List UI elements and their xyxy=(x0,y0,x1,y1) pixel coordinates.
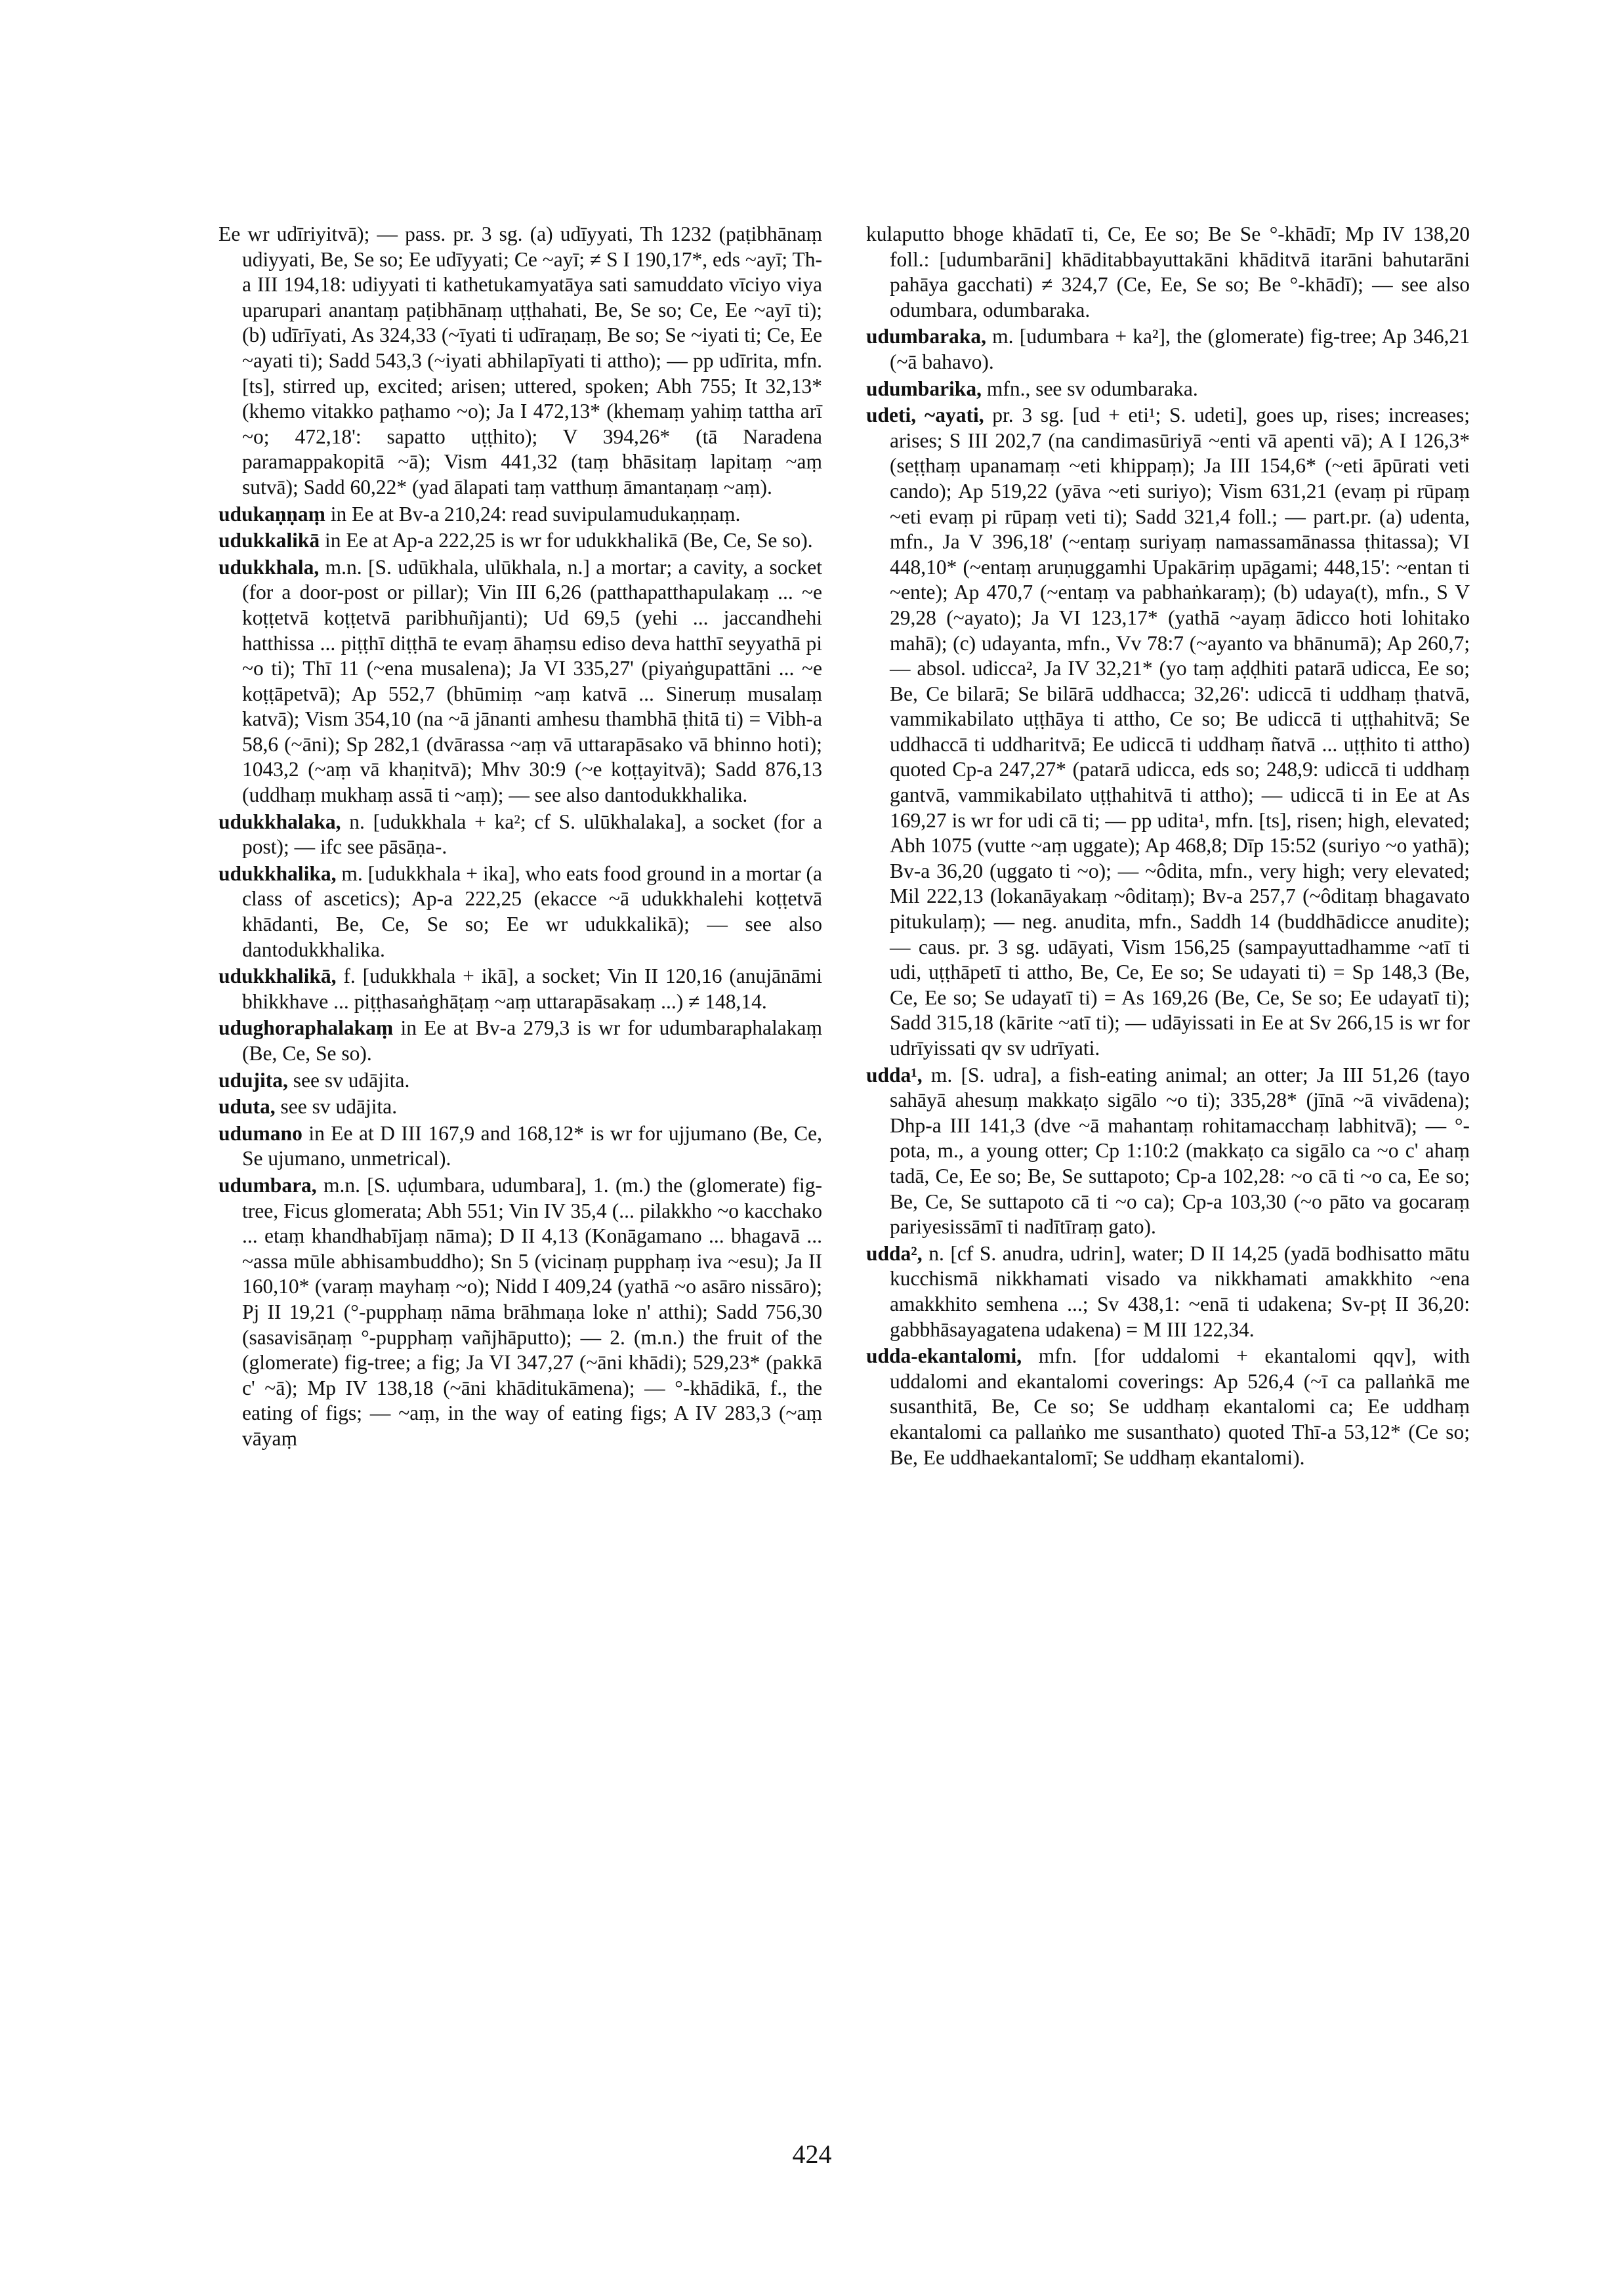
entry-text: m.n. [S. uḍumbara, udumbara], 1. (m.) the (glomerate) fig-tree, Ficus glomerata; Abh 551; Vin IV 35,4 (... pilakkho ~o kacchako ... etaṃ khandhabījaṃ nāma); D II 4,13 (Konāgamano ... bhagavā ... ~assa mūle abhisambuddho); Sn 5 (vicinaṃ pupphaṃ iva ~esu); Ja II 160,10* (varaṃ mayhaṃ ~o); Nidd I 409,24 (yathā ~o asāro nissāro); Pj II 19,21 (°-pupphaṃ nāma brāhmaṇa loke n' atthi); Sadd 756,30 (sasavisāṇaṃ °-pupphaṃ vañjhāputto); — 2. (m.n.) the fruit of the (glomerate) fig-tree; a fig; Ja VI 347,27 (~āni khādi); 529,23* (pakkā c' ~ā); Mp IV 138,18 (~āni khāditukāmena); — °-khādikā, f., the eating of figs; — ~aṃ, in the way of eating figs; A IV 283,3 (~aṃ vāyaṃ xyxy=(242,1173,823,1450)
entry-headword: udumbarika, xyxy=(866,377,982,400)
dictionary-entry xyxy=(219,964,822,1014)
dictionary-entry xyxy=(219,502,822,527)
entry-text: see sv udājita. xyxy=(293,1068,410,1092)
entry-headword: uduta, xyxy=(219,1095,276,1119)
entry-text: m. [S. udra], a fish-eating animal; an otter; Ja III 51,26 (tayo sahāyā ahesuṃ makkaṭo sigālo ~o ti); 335,28* (jīnā ~ā vivādena); Dhp-a III 141,3 (dve ~ā mahantaṃ rohitamacchaṃ labhitvā); — °-pota, m., a young otter; Cp 1:10:2 (makkaṭo ca sigālo ca ~o c' ahaṃ tadā, Ce, Ee so; Be, Se suttapoto; Cp-a 102,28: ~o cā ti ~o ca, Ee so; Be, Ce, Se suttapoto cā ti ~o ca); Cp-a 103,30 (~o pāto va gocaraṃ pariyesissāmī ti nadītīraṃ gato). xyxy=(890,1063,1470,1239)
entry-headword: udda², xyxy=(866,1241,923,1265)
entry-headword: udujita, xyxy=(219,1068,288,1092)
dictionary-entry xyxy=(219,528,822,554)
entry-headword: udukaṇṇaṃ xyxy=(219,502,325,526)
dictionary-entry xyxy=(219,1068,822,1094)
dictionary-entry xyxy=(866,1063,1470,1240)
entry-text: m. [udukkhala + ika], who eats food ground in a mortar (a class of ascetics); Ap-a 222,25 (ekacce ~ā udukkhalehi koṭṭetvā khādanti, Be, Ce, Se so; Ee wr udukkalikā); — see also dantodukkhalika. xyxy=(242,861,823,961)
entry-headword: udeti, ~ayati, xyxy=(866,403,984,427)
entry-headword: udukkhalikā, xyxy=(219,964,337,988)
entry-text: m. [udumbara + ka²], the (glomerate) fig-tree; Ap 346,21 (~ā bahavo). xyxy=(890,325,1470,373)
dictionary-entry xyxy=(866,377,1470,402)
dictionary-entry xyxy=(866,324,1470,375)
entry-text: n. [udukkhala + ka²; cf S. ulūkhalaka], a socket (for a post); — ifc see pāsāṇa-. xyxy=(242,810,822,859)
entry-headword: udumano xyxy=(219,1121,302,1145)
entry-headword: udda-ekantalomi, xyxy=(866,1344,1022,1368)
entry-headword: udukkhalika, xyxy=(219,861,337,885)
entry-text: mfn., see sv odumbaraka. xyxy=(986,377,1198,400)
dictionary-entry xyxy=(219,810,822,860)
dictionary-entry xyxy=(219,555,822,808)
dictionary-entry xyxy=(219,222,822,501)
entry-headword: udukkhalaka, xyxy=(219,810,341,833)
entry-text: m.n. [S. udūkhala, ulūkhala, n.] a mortar; a cavity, a socket (for a door-post or pillar); Vin III 6,26 (patthapatthapulakaṃ ... ~e koṭṭetvā koṭṭetvā paribhuñjanti); Ud 69,5 (yehi ... jaccandhehi hatthissa ... piṭṭhī diṭṭhā te evaṃ āhaṃsu ediso deva hatthī seyyathā pi ~o ti); Thī 11 (~ena musalena); Ja VI 335,27' (piyaṅgupattāni ... ~e koṭṭāpetvā); Ap 552,7 (bhūmiṃ ~aṃ katvā ... Sineruṃ musalaṃ katvā); Vism 354,10 (na ~ā jānanti amhesu thambhā ṭhitā ti) = Vibh-a 58,6 (~āni); Sp 282,1 (dvārassa ~aṃ vā uttarapāsako vā bhinno hoti); 1043,2 (~aṃ vā khaṇitvā); Mhv 30:9 (~e koṭṭayitvā); Sadd 876,13 (uddhaṃ mukhaṃ assā ti ~aṃ); — see also dantodukkhalika. xyxy=(242,555,823,807)
entry-headword: udughoraphalakaṃ xyxy=(219,1016,394,1040)
right-column xyxy=(866,222,1470,1472)
dictionary-entry xyxy=(219,1094,822,1120)
entry-text: in Ee at Bv-a 279,3 is wr for udumbaraphalakaṃ (Be, Ce, Se so). xyxy=(242,1016,822,1065)
entry-text: kulaputto bhoge khādatī ti, Ce, Ee so; Be Se °-khādī; Mp IV 138,20 foll.: [udumbarāni] khāditabbayuttakāni khāditvā itarāni bahutarāni pahāya gacchati) ≠ 324,7 (Ce, Ee, Se so; Be °-khādī); — see also odumbara, odumbaraka. xyxy=(866,222,1470,321)
entry-headword: udukkhala, xyxy=(219,555,320,579)
entry-text: Ee wr udīriyitvā); — pass. pr. 3 sg. (a) udīyyati, Th 1232 (paṭibhānaṃ udiyyati, Be, Se so; Ee udīyyati; Ce ~ayī; ≠ S I 190,17*, eds ~ayī; Th-a III 194,18: udiyyati ti kathetukamyatāya sati samuddato vīciyo viya uparupari anantaṃ paṭibhānaṃ uṭṭhahati, Be, Se so; Ce, Ee ~ayī ti); (b) udīrīyati, As 324,33 (~īyati ti udīraṇaṃ, Be so; Se ~iyati ti; Ce, Ee ~ayati ti); Sadd 543,3 (~iyati abhilapīyati ti attho); — pp udīrita, mfn. [ts], stirred up, excited; arisen; uttered, spoken; Abh 755; It 32,13* (khemo vitakko paṭhamo ~o); Ja I 472,13* (khemaṃ yahiṃ tattha arī ~o; 472,18': sapatto uṭṭhito); V 394,26* (tā Naradena paramappakopitā ~ā); Vism 441,32 (taṃ bhāsitaṃ lapitaṃ ~aṃ sutvā); Sadd 60,22* (yad ālapati taṃ vatthuṃ āmantaṇaṃ ~aṃ). xyxy=(219,222,822,499)
entry-text: mfn. [for uddalomi + ekantalomi qqv], with uddalomi and ekantalomi coverings: Ap 526,4 (~ī ca pallaṅkā me susanthitā, Be, Ce so; Se uddhaṃ ekantalomi ca; Ee uddhaṃ ekantalomi ca pallaṅko me susanthato) quoted Thī-a 53,12* (Ce so; Be, Ee uddhaekantalomī; Se uddhaṃ ekantalomi). xyxy=(890,1344,1470,1469)
entry-text: in Ee at Bv-a 210,24: read suvipulamudukaṇṇaṃ. xyxy=(330,502,741,526)
entry-headword: udumbara, xyxy=(219,1173,317,1197)
dictionary-entry xyxy=(219,1121,822,1172)
page-number: 424 xyxy=(792,2140,832,2169)
dictionary-entry xyxy=(219,861,822,962)
dictionary-entry xyxy=(866,1344,1470,1470)
entry-text: pr. 3 sg. [ud + eti¹; S. udeti], goes up, rises; increases; arises; S III 202,7 (na candimasūriyā ~enti vā apenti vā); A I 126,3* (seṭṭhaṃ upanamaṃ ~eti khippaṃ); Ja III 154,6* (~eti āpūrati veti cando); Ap 519,22 (yāva ~eti suriyo); Vism 631,21 (evaṃ pi rūpaṃ ~eti evaṃ pi rūpaṃ veti ti); Sadd 321,4 foll.; — part.pr. (a) udenta, mfn., Ja V 396,18' (~entaṃ suriyaṃ namassamānassa ṭhitassa); VI 448,10* (~entaṃ aruṇuggamhi Upakāriṃ upāgami; 448,15': ~entan ti ~ente); Ap 470,7 (~entaṃ va pabhaṅkaraṃ); (b) udaya(t), mfn., S V 29,28 (~ayato); Ja VI 123,17* (yathā ~ayaṃ ādicco hoti lohitako mahā); (c) udayanta, mfn., Vv 78:7 (~ayanto va bhānumā); Ap 260,7; — absol. udicca², Ja IV 32,21* (yo taṃ aḍḍhiti patarā udicca, Ee so; Be, Ce bilarā; Se bilārā uddhacca; 32,26': udiccā ti uddhaṃ ṭhatvā, vammikabilato uṭṭhāya ti attho, Ce so; Be udiccā ti uṭṭhahitvā; Se uddhaccā ti uddharitvā; Ee udiccā ti uddhaṃ ñatvā ... uṭṭhito ti attho) quoted Cp-a 247,27* (patarā udicca, eds so; 248,9: udiccā ti uddhaṃ gantvā, vammikabilato uṭṭhahitvā ti attho); — udiccā ti in Ee at As 169,27 is wr for udi cā ti; — pp udita¹, mfn. [ts], risen; high, elevated; Abh 1075 (vutte ~aṃ uggate); Ap 468,8; Dīp 15:52 (suriyo ~o yathā); Bv-a 36,20 (uggato ti ~o); — ~ôdita, mfn., very high; very elevated; Mil 222,13 (lokanāyakaṃ ~ôditaṃ); Bv-a 257,7 (~ôditaṃ bhagavato pitukulaṃ); — neg. anudita, mfn., Saddh 14 (buddhādicce anudite); — caus. pr. 3 sg. udāyati, Vism 156,25 (sampayuttadhamme ~atī ti udi, uṭṭhāpetī ti attho, Be, Ce, Ee so; Se udayati ti) = Sp 148,3 (Be, Ce, Ee so; Se udayatī ti) = As 169,26 (Be, Ce, Se so; Ee udayatī ti); Sadd 315,18 (kārite ~atī ti); — udāyissati in Ee at Sv 266,15 is wr for udrīyissati qv sv udrīyati. xyxy=(890,403,1470,1060)
entry-headword: udukkalikā xyxy=(219,529,320,552)
dictionary-entry xyxy=(866,222,1470,323)
entry-text: in Ee at D III 167,9 and 168,12* is wr for ujjumano (Be, Ce, Se ujumano, unmetrical). xyxy=(242,1121,823,1170)
dictionary-entry xyxy=(219,1016,822,1066)
entry-text: f. [udukkhala + ikā], a socket; Vin II 120,16 (anujānāmi bhikkhave ... piṭṭhasaṅghāṭaṃ ~aṃ uttarapāsakaṃ ...) ≠ 148,14. xyxy=(242,964,823,1013)
entry-headword: udumbaraka, xyxy=(866,325,986,348)
entry-text: see sv udājita. xyxy=(280,1095,398,1119)
entry-text: in Ee at Ap-a 222,25 is wr for udukkhalikā (Be, Ce, Se so). xyxy=(325,529,813,552)
entry-text: n. [cf S. anudra, udrin], water; D II 14,25 (yadā bodhisatto mātu kucchismā nikkhamati visado va nikkhamati amakkhito ~ena amakkhito semhena ...; Sv 438,1: ~enā ti udakena; Sv-pṭ II 36,20: gabbhāsayagatena udakena) = M III 122,34. xyxy=(890,1241,1470,1341)
left-column xyxy=(219,222,822,1453)
dictionary-entry xyxy=(219,1173,822,1452)
entry-headword: udda¹, xyxy=(866,1063,923,1086)
dictionary-entry xyxy=(866,403,1470,1061)
dictionary-entry xyxy=(866,1241,1470,1342)
